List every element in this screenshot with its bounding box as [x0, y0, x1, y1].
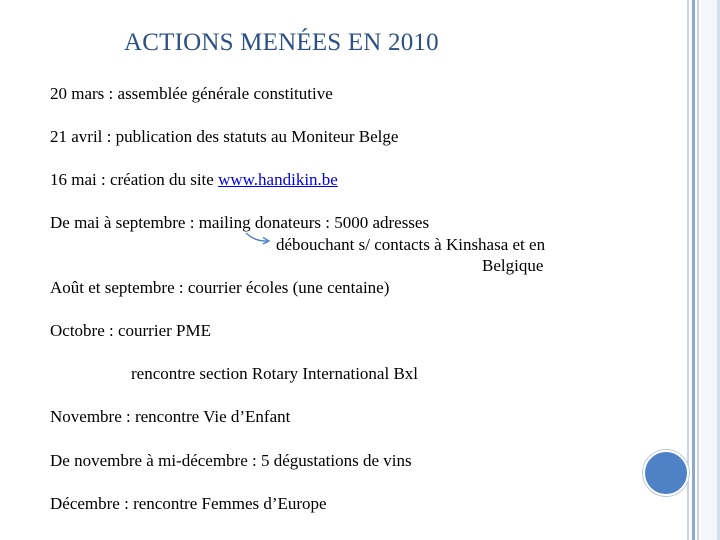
- item-degustations: De novembre à mi-décembre : 5 dégustations de vins: [50, 451, 412, 470]
- slide-title: ACTIONS MENÉES EN 2010: [124, 29, 439, 56]
- item-mailing: De mai à septembre : mailing donateurs : 5000 adresses: [50, 213, 430, 232]
- item-mai-text: 16 mai : création du site: [50, 170, 219, 189]
- item-avril: 21 avril : publication des statuts au Moniteur Belge: [50, 127, 399, 146]
- item-decembre: Décembre : rencontre Femmes d’Europe: [50, 494, 327, 513]
- item-mailing-continuation: débouchant s/ contacts à Kinshasa et en: [276, 235, 546, 254]
- item-octobre: Octobre : courrier PME: [50, 321, 211, 340]
- item-mars: 20 mars : assemblée générale constitutive: [50, 84, 333, 103]
- item-mailing-continuation-2: Belgique: [482, 256, 544, 275]
- decorative-stripe: [687, 0, 689, 540]
- decorative-stripe: [692, 0, 695, 540]
- item-mai: [50, 170, 338, 190]
- item-aout: Août et septembre : courrier écoles (une centaine): [50, 278, 390, 297]
- item-novembre: Novembre : rencontre Vie d’Enfant: [50, 407, 291, 426]
- item-rotary: rencontre section Rotary International Bxl: [131, 364, 419, 383]
- curved-arrow-icon: [244, 230, 274, 246]
- website-link[interactable]: www.handikin.be: [218, 170, 338, 189]
- decorative-stripe: [697, 0, 699, 540]
- decorative-circle-icon: [643, 450, 689, 496]
